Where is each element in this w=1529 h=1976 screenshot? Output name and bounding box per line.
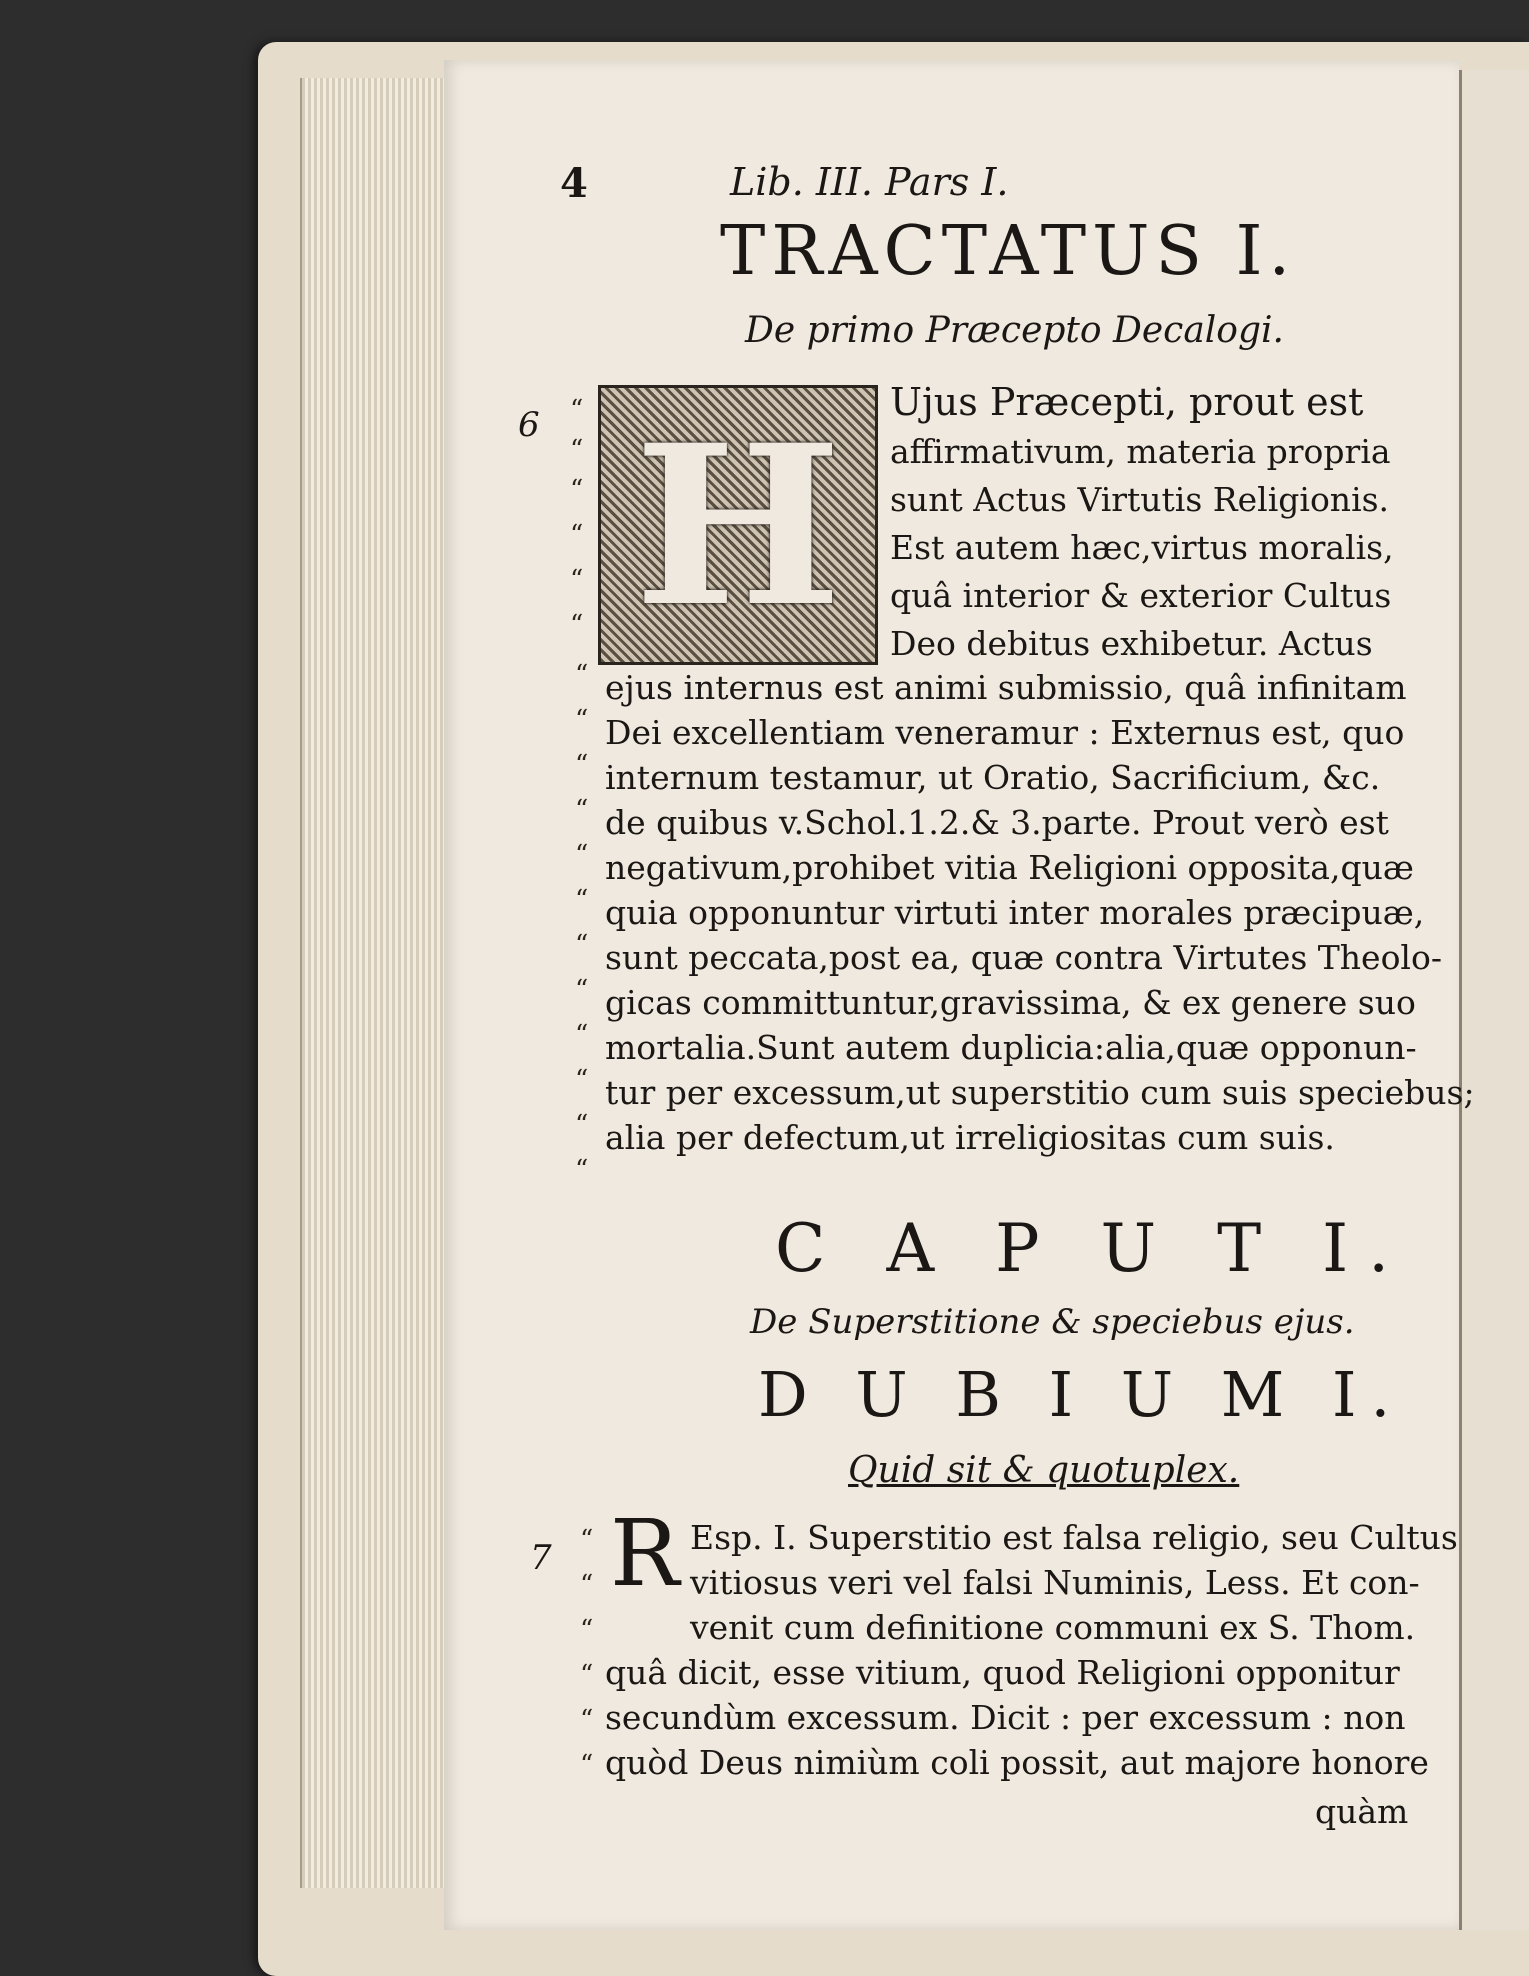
- treatise-subtitle: De primo Præcepto Decalogi.: [745, 310, 1284, 351]
- text-line: de quibus v.Schol.1.2.& 3.parte. Prout verò est: [605, 803, 1389, 842]
- text-line: sunt Actus Virtutis Religionis.: [890, 480, 1390, 519]
- quote-mark: “: [580, 1660, 594, 1690]
- catchword: quàm: [1315, 1792, 1409, 1831]
- text-line: secundùm excessum. Dicit : per excessum : non: [605, 1698, 1406, 1737]
- text-line: negativum,prohibet vitia Religioni opposita,quæ: [605, 848, 1414, 887]
- quote-mark: “: [575, 705, 589, 735]
- quote-mark: “: [580, 1615, 594, 1645]
- quote-mark: “: [575, 1020, 589, 1050]
- text-line: Est autem hæc,virtus moralis,: [890, 528, 1394, 567]
- running-head: Lib. III. Pars I.: [730, 160, 1009, 204]
- text-line: quia opponuntur virtuti inter morales præcipuæ,: [605, 893, 1425, 932]
- quote-mark: “: [575, 885, 589, 915]
- text-line: internum testamur, ut Oratio, Sacrificium, &c.: [605, 758, 1381, 797]
- marginal-number: 6: [518, 405, 540, 445]
- quote-mark: “: [580, 1570, 594, 1600]
- text-line: Esp. I. Superstitio est falsa religio, seu Cultus: [690, 1518, 1458, 1557]
- quote-mark: “: [575, 1155, 589, 1185]
- quote-mark: “: [575, 750, 589, 780]
- quote-mark: “: [570, 475, 584, 505]
- text-line: Dei excellentiam veneramur : Externus est, quo: [605, 713, 1405, 752]
- text-line: venit cum definitione communi ex S. Thom.: [690, 1608, 1416, 1647]
- chapter-heading: C A P U T I.: [775, 1210, 1410, 1287]
- decorated-initial: [598, 385, 878, 665]
- initial-letter: R: [610, 1500, 680, 1607]
- question-heading: D U B I U M I.: [758, 1358, 1405, 1431]
- quote-mark: “: [570, 565, 584, 595]
- quote-mark: “: [580, 1525, 594, 1555]
- text-line: mortalia.Sunt autem duplicia:alia,quæ opponun-: [605, 1028, 1417, 1067]
- text-line: tur per excessum,ut superstitio cum suis speciebus;: [605, 1073, 1475, 1112]
- quote-mark: “: [575, 840, 589, 870]
- text-line: Deo debitus exhibetur. Actus: [890, 624, 1373, 663]
- quote-mark: “: [575, 975, 589, 1005]
- quote-mark: “: [580, 1750, 594, 1780]
- quote-mark: “: [575, 1065, 589, 1095]
- page-number: 4: [560, 160, 588, 207]
- text-line: vitiosus veri vel falsi Numinis, Less. Et con-: [690, 1563, 1420, 1602]
- right-page-edge: [1459, 70, 1529, 1930]
- text-line: sunt peccata,post ea, quæ contra Virtutes Theolo-: [605, 938, 1443, 977]
- question-subtitle: Quid sit & quotuplex.: [848, 1450, 1240, 1491]
- quote-mark: “: [570, 435, 584, 465]
- quote-mark: “: [570, 610, 584, 640]
- page-edges: [300, 78, 452, 1888]
- quote-mark: “: [575, 930, 589, 960]
- text-line: Ujus Præcepti, prout est: [890, 380, 1364, 424]
- chapter-subtitle: De Superstitione & speciebus ejus.: [750, 1302, 1355, 1342]
- text-line: ejus internus est animi submissio, quâ infinitam: [605, 668, 1407, 707]
- text-line: alia per defectum,ut irreligiositas cum suis.: [605, 1118, 1335, 1157]
- text-line: quâ interior & exterior Cultus: [890, 576, 1392, 615]
- text-line: quâ dicit, esse vitium, quod Religioni opponitur: [605, 1653, 1400, 1692]
- text-line: affirmativum, materia propria: [890, 432, 1391, 471]
- text-line: quòd Deus nimiùm coli possit, aut majore honore: [605, 1743, 1429, 1782]
- quote-mark: “: [575, 660, 589, 690]
- treatise-title: TRACTATUS I.: [720, 212, 1297, 291]
- quote-mark: “: [575, 1110, 589, 1140]
- decorated-initial-letter: H: [634, 395, 842, 655]
- quote-mark: “: [570, 520, 584, 550]
- quote-mark: “: [580, 1705, 594, 1735]
- marginal-number: 7: [530, 1538, 552, 1578]
- quote-mark: “: [575, 795, 589, 825]
- text-line: gicas committuntur,gravissima, & ex genere suo: [605, 983, 1416, 1022]
- quote-mark: “: [570, 395, 584, 425]
